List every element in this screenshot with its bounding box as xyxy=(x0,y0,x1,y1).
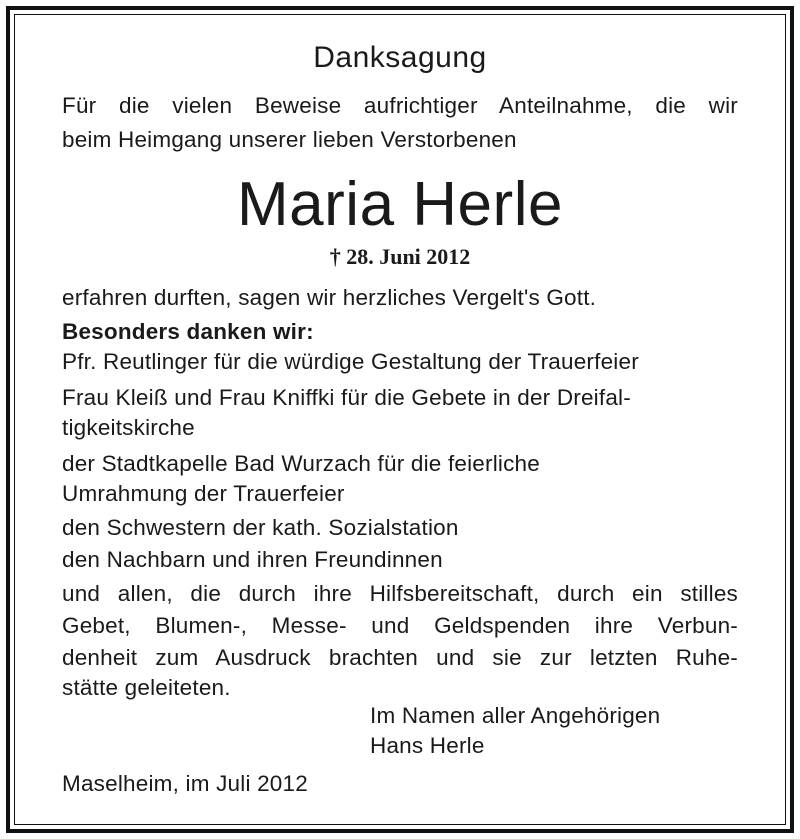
thanks-line: Gebet, Blumen-, Messe- und Geldspenden ihre Verbun- xyxy=(62,613,738,638)
signature-line-1: Im Namen aller Angehörigen xyxy=(370,703,661,728)
thanks-line: der Stadtkapelle Bad Wurzach für die feierliche xyxy=(62,451,540,476)
thanks-heading: Besonders danken wir: xyxy=(62,319,314,344)
thanks-line: den Schwestern der kath. Sozialstation xyxy=(62,515,459,540)
thanks-line: den Nachbarn und ihren Freundinnen xyxy=(62,547,443,572)
thanks-line: und allen, die durch ihre Hilfsbereitschaft, durch ein stilles xyxy=(62,581,738,606)
thanks-line: denheit zum Ausdruck brachten und sie zur letzten Ruhe- xyxy=(62,645,738,670)
death-date: † 28. Juni 2012 xyxy=(329,244,471,269)
thanks-line: tigkeitskirche xyxy=(62,415,195,440)
place-date: Maselheim, im Juli 2012 xyxy=(62,771,308,796)
signature-name: Hans Herle xyxy=(370,733,485,758)
thanks-line: Frau Kleiß und Frau Kniffki für die Gebete in der Dreifal- xyxy=(62,385,631,410)
thanks-line: Umrahmung der Trauerfeier xyxy=(62,481,345,506)
thanks-line: Pfr. Reutlinger für die würdige Gestaltung der Trauerfeier xyxy=(62,349,639,374)
intro-line-2: beim Heimgang unserer lieben Verstorbenen xyxy=(62,127,517,152)
deceased-name: Maria Herle xyxy=(237,170,563,239)
heading: Danksagung xyxy=(313,41,487,74)
intro-line-1: Für die vielen Beweise aufrichtiger Anteilnahme, die wir xyxy=(62,93,738,118)
thanks-line: stätte geleiteten. xyxy=(62,675,231,700)
received-line: erfahren durften, sagen wir herzliches Vergelt's Gott. xyxy=(62,285,597,310)
